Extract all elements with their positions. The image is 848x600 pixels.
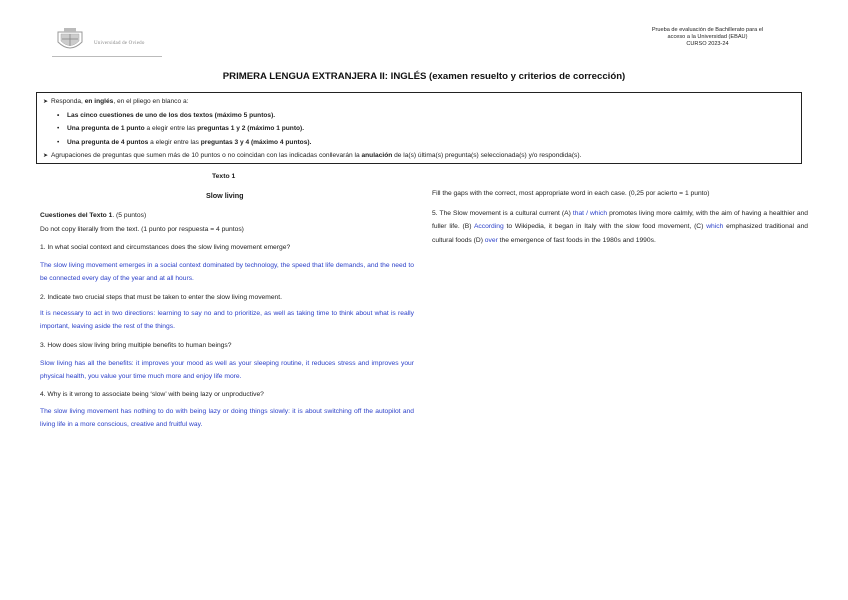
- instruction-line-1: ➤ Responda, en inglés, en el pliego en blanco a:: [43, 98, 189, 105]
- answer-4: The slow living movement has nothing to do with being lazy or doing things slowly: it is about switching off the autopilot and living life in a more conscious, creative and fruitful way.: [40, 408, 414, 429]
- answer-2: It is necessary to act in two directions: learning to say no and to prioritize, as well as taking time to think about what is really important, leaving aside the rest of the things.: [40, 310, 414, 331]
- text-subtitle: Slow living: [206, 191, 244, 200]
- question-5: 5. The Slow movement is a cultural current (A) that / which promotes living more calmly, with the aim of having a healthier and fuller life. (B) According to Wikipedia, it began in Italy with the slow food movement, (C) which emphasized traditional and cultural foods (D) over the emergence of fast foods in the 1980s and 1990s.: [432, 210, 809, 244]
- arrow-bullet-icon: ➤: [43, 153, 49, 159]
- logo-rule: [52, 56, 162, 57]
- question-3: 3. How does slow living bring multiple benefits to human beings?: [40, 342, 232, 349]
- document-title: PRIMERA LENGUA EXTRANJERA II: INGLÉS (examen resuelto y criterios de corrección): [222, 71, 626, 82]
- gap-answer-b: According: [473, 223, 504, 231]
- dot-bullet-icon: •: [57, 139, 60, 146]
- instruction-line-4: • Una pregunta de 4 puntos a elegir entre las preguntas 3 y 4 (máximo 4 puntos).: [57, 139, 312, 146]
- gap-answer-a: that / which: [572, 210, 608, 217]
- dot-bullet-icon: •: [57, 112, 60, 119]
- exam-header: [620, 27, 795, 47]
- text-heading: Texto 1: [212, 173, 236, 180]
- section-heading: Cuestiones del Texto 1. (5 puntos): [40, 212, 147, 219]
- instruction-line-5: ➤ Agrupaciones de preguntas que sumen más de 10 puntos o no coincidan con las indicadas conllevarán la anulación de la(s) última(s) pregunta(s) seleccionada(s) y/o respondida(s).: [43, 152, 582, 159]
- university-seal-icon: [52, 26, 88, 54]
- header-line-3: CURSO 2023-24: [686, 40, 729, 47]
- instruction-note: Do not copy literally from the text. (1 punto por respuesta = 4 puntos): [40, 226, 244, 233]
- answer-3: Slow living has all the benefits: it improves your mood as well as your sleeping routine, it reduces stress and improves your physical health, you value your time much more and enjoy life more.: [40, 360, 414, 381]
- fill-gaps-column: [432, 190, 809, 244]
- fill-gaps-instruction: Fill the gaps with the correct, most appropriate word in each case. (0,25 por acierto = 1 punto): [432, 190, 710, 197]
- question-1: 1. In what social context and circumstances does the slow living movement emerge?: [40, 244, 291, 251]
- header-line-1: Prueba de evaluación de Bachillerato para el: [651, 27, 764, 33]
- question-2: 2. Indicate two crucial steps that must be taken to enter the slow living movement.: [40, 294, 282, 301]
- gap-answer-c: which: [706, 223, 724, 231]
- gap-answer-d: over: [484, 236, 498, 244]
- logo-text: Universidad de Oviedo: [94, 41, 145, 46]
- instructions-box: [36, 92, 802, 164]
- question-4: 4. Why is it wrong to associate being ‘slow’ with being lazy or unproductive?: [40, 391, 264, 398]
- dot-bullet-icon: •: [57, 125, 60, 132]
- university-logo: [52, 26, 162, 56]
- instruction-line-3: • Una pregunta de 1 punto a elegir entre las preguntas 1 y 2 (máximo 1 punto).: [57, 125, 305, 132]
- answer-1: The slow living movement emerges in a social context dominated by technology, the speed that life demands, and the need to be connected every day of the year and at all hours.: [40, 262, 414, 283]
- instruction-line-2: • Las cinco cuestiones de uno de los dos textos (máximo 5 puntos).: [57, 112, 276, 119]
- arrow-bullet-icon: ➤: [43, 99, 49, 105]
- header-line-2: acceso a la Universidad (EBAU): [667, 33, 748, 40]
